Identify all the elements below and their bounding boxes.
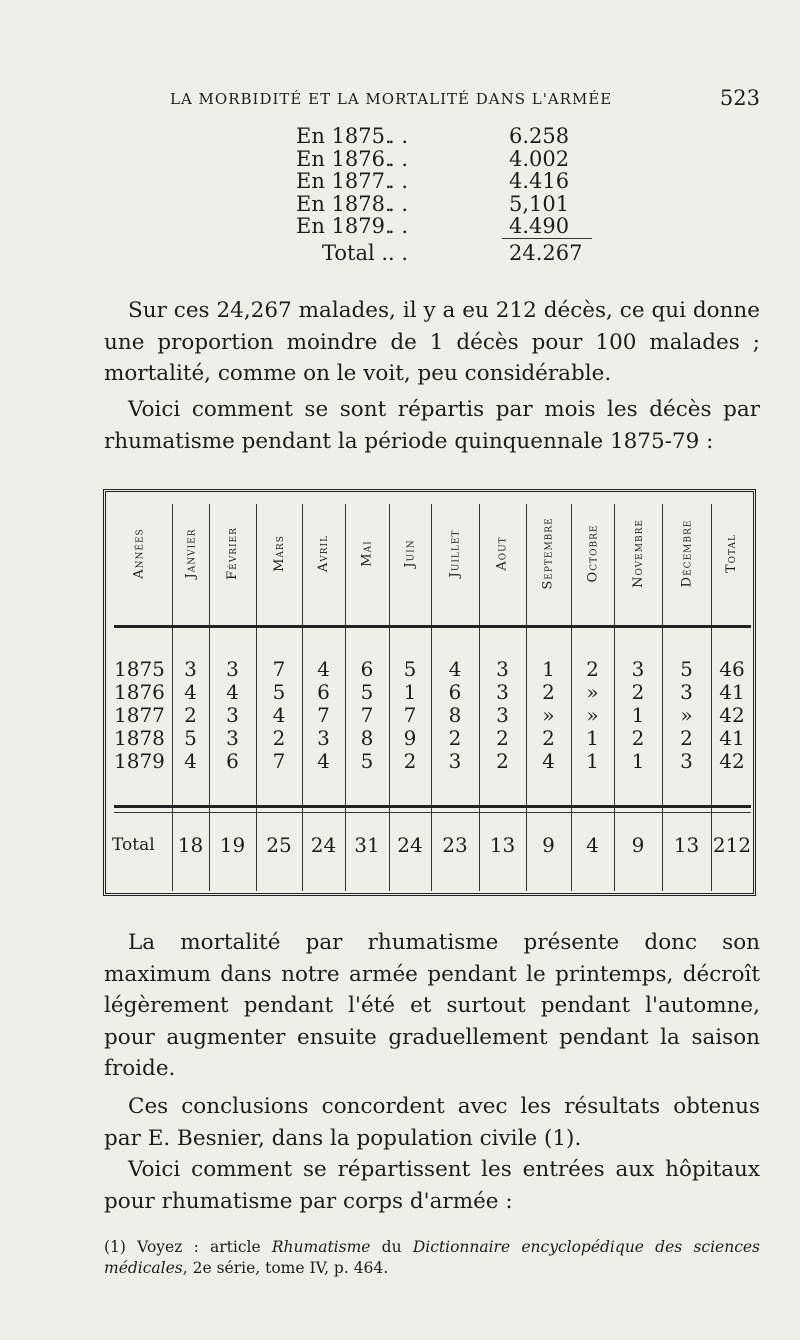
table-cell: 4 [184, 749, 197, 773]
table-cell: 41 [719, 726, 745, 750]
yearly-cases-list [296, 125, 596, 264]
table-cell: 4 [448, 657, 462, 681]
table-cell: 4 [542, 749, 555, 773]
table-cell: 1 [631, 703, 645, 727]
column-header-aout [479, 498, 526, 608]
table-cell: 4 [226, 680, 239, 704]
table-cell: 3 [631, 657, 645, 681]
table-cell: 2 [680, 726, 693, 750]
column-header-label: Avril [315, 534, 331, 572]
total-cell: 13 [489, 833, 516, 857]
table-cell: 5 [360, 749, 374, 773]
body-paragraph-5: Voici comment se répartissent les entrées aux hôpitaux pour rhumatisme par corps d'armée : [104, 1157, 760, 1214]
column-header-mars [256, 498, 302, 608]
table-cell: 2 [586, 657, 599, 681]
table-cell: 7 [360, 703, 374, 727]
table-cell: 4 [272, 703, 286, 727]
page-header [160, 86, 760, 116]
column-header-label: Aout [494, 535, 510, 571]
table-cell: 7 [272, 749, 286, 773]
table-cell: 3 [680, 749, 693, 773]
table-cell: 2 [542, 680, 555, 704]
body-paragraph-4: Ces conclusions concordent avec les résultats obtenus par E. Besnier, dans la population civile (1). [104, 1094, 760, 1151]
total-cell: 9 [631, 833, 645, 857]
table-cell: 5 [272, 680, 286, 704]
column-header-octobre [571, 498, 614, 608]
table-cell: 3 [680, 680, 693, 704]
table-cell: 8 [360, 726, 374, 750]
table-cell: 4 [184, 680, 197, 704]
table-cell: 5 [184, 726, 197, 750]
table-cell: 3 [317, 726, 330, 750]
table-cell: 5 [403, 657, 417, 681]
table-cell: » [586, 703, 599, 727]
column-header-label: Mai [359, 539, 375, 567]
column-header-label: Juin [402, 538, 418, 568]
total-rule-top [114, 805, 751, 808]
column-header-label: Septembre [541, 516, 556, 590]
total-rule-bottom [114, 812, 751, 813]
total-cell: 212 [712, 833, 752, 857]
column-header-label: Février [225, 526, 240, 580]
table-cell: 8 [448, 703, 462, 727]
header-rule [114, 625, 751, 628]
table-cell: 46 [719, 657, 745, 681]
table-cell: 3 [226, 726, 239, 750]
sum-rule [502, 238, 592, 239]
total-cell: 24 [310, 833, 337, 857]
column-header-label: Décembre [679, 519, 694, 587]
body-paragraph-1: Sur ces 24,267 malades, il y a eu 212 décès, ce qui donne une proportion moindre de 1 décès pour 100 malades ; mortalité, comme on le voit, peu considérable. [104, 298, 760, 386]
column-header-label: Octobre [585, 524, 601, 582]
total-cell: 9 [542, 833, 555, 857]
list-item: En 1876. . . 4.002 [296, 146, 570, 171]
row-year: 1877 [114, 703, 165, 727]
table-cell: 2 [496, 726, 509, 750]
column-header-novembre [614, 498, 662, 608]
row-year: 1879 [114, 749, 165, 773]
table-cell: 2 [496, 749, 509, 773]
table-cell: 3 [448, 749, 462, 773]
list-item: En 1879. . . 4.490 [296, 214, 570, 238]
column-header-juin [389, 498, 431, 608]
total-cell: 18 [177, 833, 204, 857]
column-header-fevrier [209, 498, 256, 608]
column-header-decembre [662, 498, 711, 608]
column-header-total [711, 498, 753, 608]
table-cell: 1 [631, 749, 645, 773]
column-header-annees [106, 498, 172, 608]
table-cell: 2 [631, 726, 645, 750]
column-header-avril [302, 498, 345, 608]
table-cell: 6 [226, 749, 239, 773]
table-cell: 2 [403, 749, 417, 773]
table-cell: 41 [719, 680, 745, 704]
body-paragraph-3: La mortalité par rhumatisme présente donc son maximum dans notre armée pendant le printemps, décroît légèrement pendant l'été et surtout pendant l'automne, pour augmenter ensuite graduellement pendant la saison froide. [104, 930, 760, 1081]
table-cell: 7 [403, 703, 417, 727]
table-cell: 42 [719, 703, 745, 727]
table-cell: 9 [403, 726, 417, 750]
column-header-label: Mars [271, 534, 287, 572]
table-cell: 3 [496, 657, 509, 681]
row-year: 1875 [114, 657, 165, 681]
total-cell: 23 [442, 833, 468, 857]
total-label: Total [112, 835, 155, 855]
table-cell: 5 [360, 680, 374, 704]
table-cell: 6 [317, 680, 330, 704]
running-title: LA MORBIDITÉ ET LA MORTALITÉ DANS L'ARMÉE [170, 90, 613, 108]
table-cell: 2 [542, 726, 555, 750]
table-cell: 4 [317, 657, 330, 681]
table-cell: 7 [272, 657, 286, 681]
column-header-label: Années [131, 527, 147, 579]
table-cell: 3 [496, 703, 509, 727]
total-cell: 4 [586, 833, 599, 857]
monthly-deaths-table [103, 489, 756, 896]
table-cell: 6 [448, 680, 462, 704]
total-cell: 13 [673, 833, 700, 857]
table-cell: 42 [719, 749, 745, 773]
body-paragraph-2: Voici comment se sont répartis par mois les décès par rhumatisme pendant la période quinquennale 1875-79 : [104, 397, 760, 454]
column-header-juillet [431, 498, 479, 608]
total-cell: 24 [397, 833, 423, 857]
table-cell: 3 [226, 657, 239, 681]
total-cell: 31 [354, 833, 380, 857]
row-year: 1878 [114, 726, 165, 750]
column-header-mai [345, 498, 389, 608]
table-cell: 5 [680, 657, 693, 681]
list-item: En 1878. . . 5,101 [296, 191, 570, 216]
column-header-label: Juillet [447, 529, 463, 577]
table-cell: 2 [272, 726, 286, 750]
table-cell: 6 [360, 657, 374, 681]
table-cell: 7 [317, 703, 330, 727]
table-cell: 3 [184, 657, 197, 681]
table-cell: 2 [631, 680, 645, 704]
table-cell: 1 [586, 749, 599, 773]
list-item: En 1875. . . 6.258 [296, 124, 570, 148]
table-cell: » [680, 703, 693, 727]
column-header-label: Janvier [183, 528, 198, 578]
row-year: 1876 [114, 680, 165, 704]
table-cell: 1 [586, 726, 599, 750]
column-header-janvier [172, 498, 209, 608]
table-cell: 4 [317, 749, 330, 773]
table-cell: 3 [226, 703, 239, 727]
total-cell: 25 [266, 833, 292, 857]
table-cell: 2 [448, 726, 462, 750]
table-cell: 3 [496, 680, 509, 704]
list-item: En 1877. . . 4.416 [296, 169, 570, 193]
column-header-label: Total [724, 533, 740, 573]
table-cell: 1 [542, 657, 555, 681]
table-cell: 1 [403, 680, 417, 704]
column-header-septembre [526, 498, 571, 608]
table-cell: » [586, 680, 599, 704]
page-number: 523 [719, 86, 760, 110]
total-cell: 19 [219, 833, 246, 857]
column-header-label: Novembre [630, 518, 646, 588]
table-cell: » [542, 703, 555, 727]
list-total: Total . . . 24.267 [322, 240, 583, 265]
table-cell: 2 [184, 703, 197, 727]
footnote: (1) Voyez : article Rhumatisme du Dictionnaire encyclopédique des sciences médicales, 2e série, tome IV, p. 464. [104, 1238, 760, 1277]
